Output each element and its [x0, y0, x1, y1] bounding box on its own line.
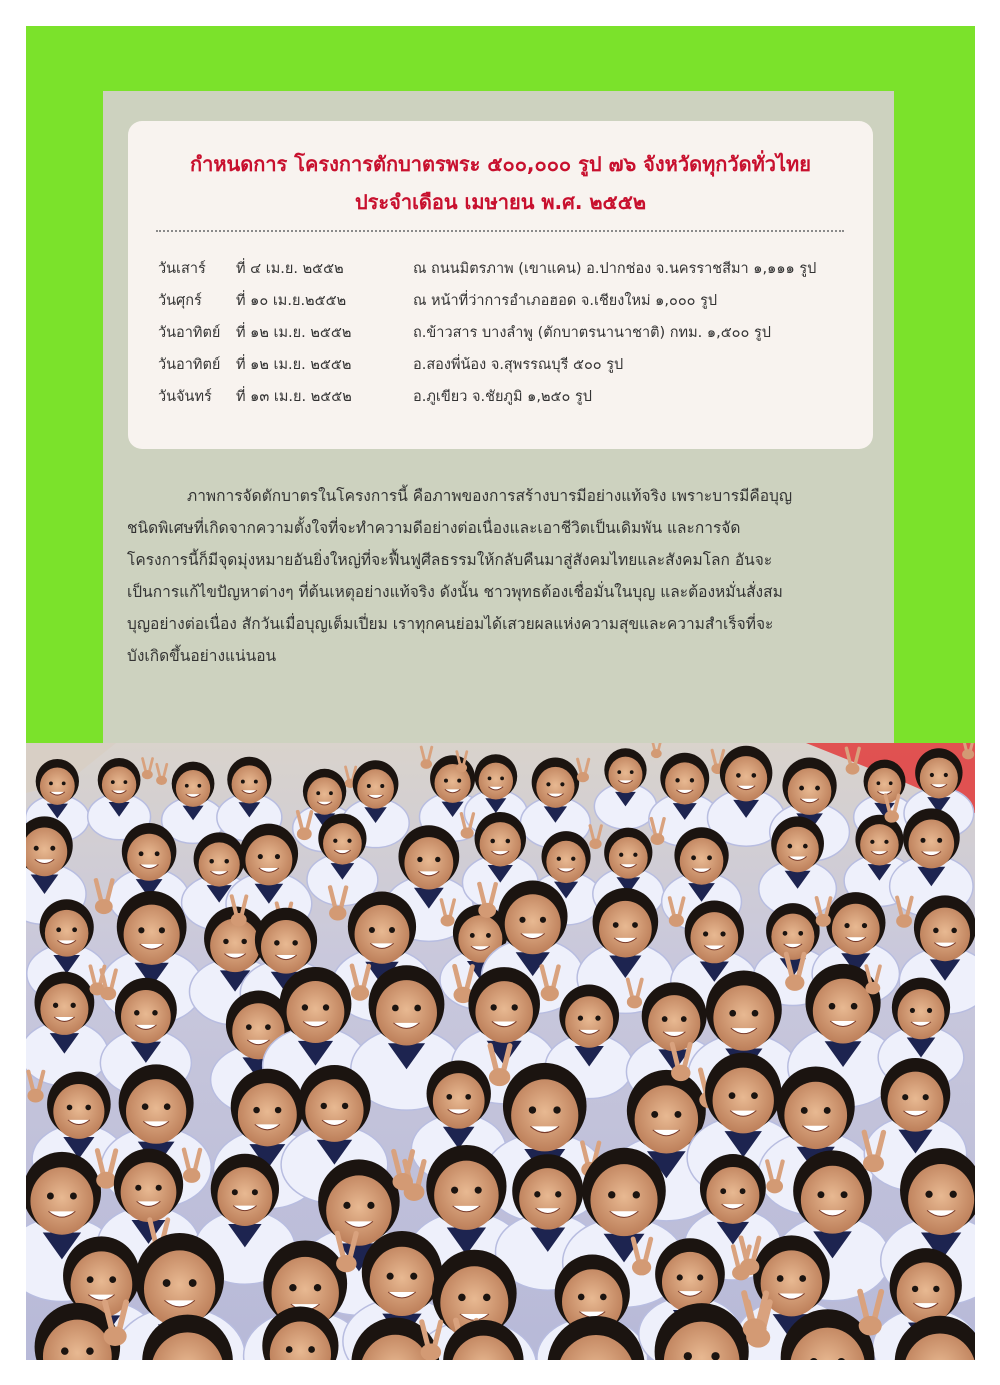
dotted-divider: [156, 230, 844, 232]
schedule-day: วันอาทิตย์: [158, 325, 221, 341]
schedule-day: วันอาทิตย์: [158, 357, 221, 373]
schedule-row: [158, 317, 858, 349]
schedule-day: วันเสาร์: [158, 261, 206, 277]
schedule-row: [158, 381, 858, 413]
article-line: ภาพการจัดตักบาตรในโครงการนี้ คือภาพของการสร้างบารมีอย่างแท้จริง เพราะบารมีคือบุญ: [187, 487, 793, 505]
schedule-place: อ.ภูเขียว จ.ชัยภูมิ ๑,๒๕๐ รูป: [413, 389, 592, 405]
article-paragraph: [127, 480, 872, 672]
photo-illustration: [26, 743, 975, 1360]
schedule-date: ที่ ๑๓ เม.ย. ๒๕๕๒: [236, 389, 352, 405]
article-line: เป็นการแก้ไขปัญหาต่างๆ ที่ต้นเหตุอย่างแท้จริง ดังนั้น ชาวพุทธต้องเชื่อมั่นในบุญ และต้องหมั่นสั่งสม: [127, 583, 783, 601]
schedule-date: ที่ ๑๒ เม.ย. ๒๕๕๒: [236, 325, 352, 341]
schedule-title-line-2: ประจำเดือน เมษายน พ.ศ. ๒๕๕๒: [354, 190, 647, 214]
schedule-title-line-1: กำหนดการ โครงการตักบาตรพระ ๕๐๐,๐๐๐ รูป ๗๖ จังหวัดทุกวัดทั่วไทย: [190, 152, 811, 176]
schedule-date: ที่ ๑๐ เม.ย.๒๕๕๒: [236, 293, 347, 309]
schedule-day: วันจันทร์: [158, 389, 212, 405]
schedule-place: ถ.ข้าวสาร บางลำพู (ตักบาตรนานาชาติ) กทม. ๑,๕๐๐ รูป: [413, 325, 771, 341]
schedule-date: ที่ ๔ เม.ย. ๒๕๕๒: [236, 261, 344, 277]
schedule-title: [128, 145, 873, 221]
schedule-date: ที่ ๑๒ เม.ย. ๒๕๕๒: [236, 357, 352, 373]
schedule-box: [128, 121, 873, 449]
schedule-day: วันศุกร์: [158, 293, 202, 309]
schedule-row: [158, 253, 858, 285]
schedule-place: อ.สองพี่น้อง จ.สุพรรณบุรี ๕๐๐ รูป: [413, 357, 624, 373]
schedule-place: ณ ถนนมิตรภาพ (เขาแคน) อ.ปากช่อง จ.นครราชสีมา ๑,๑๑๑ รูป: [413, 261, 817, 277]
article-line: ชนิดพิเศษที่เกิดจากความตั้งใจที่จะทำความดีอย่างต่อเนื่องและเอาชีวิตเป็นเดิมพัน และการจัด: [127, 519, 741, 537]
article-line: บุญอย่างต่อเนื่อง สักวันเมื่อบุญเต็มเปี่ยม เราทุกคนย่อมได้เสวยผลแห่งความสุขและความสำเร็จที่จะ: [127, 615, 774, 633]
schedule-row: [158, 349, 858, 381]
students-group-photo: [26, 743, 975, 1360]
schedule-row: [158, 285, 858, 317]
article-line: บังเกิดขึ้นอย่างแน่นอน: [127, 647, 277, 665]
schedule-place: ณ หน้าที่ว่าการอำเภอฮอด จ.เชียงใหม่ ๑,๐๐๐ รูป: [413, 293, 718, 309]
article-line: โครงการนี้ก็มีจุดมุ่งหมายอันยิ่งใหญ่ที่จะฟื้นฟูศีลธรรมให้กลับคืนมาสู่สังคมไทยและสังคมโลก อันจะ: [127, 551, 773, 569]
